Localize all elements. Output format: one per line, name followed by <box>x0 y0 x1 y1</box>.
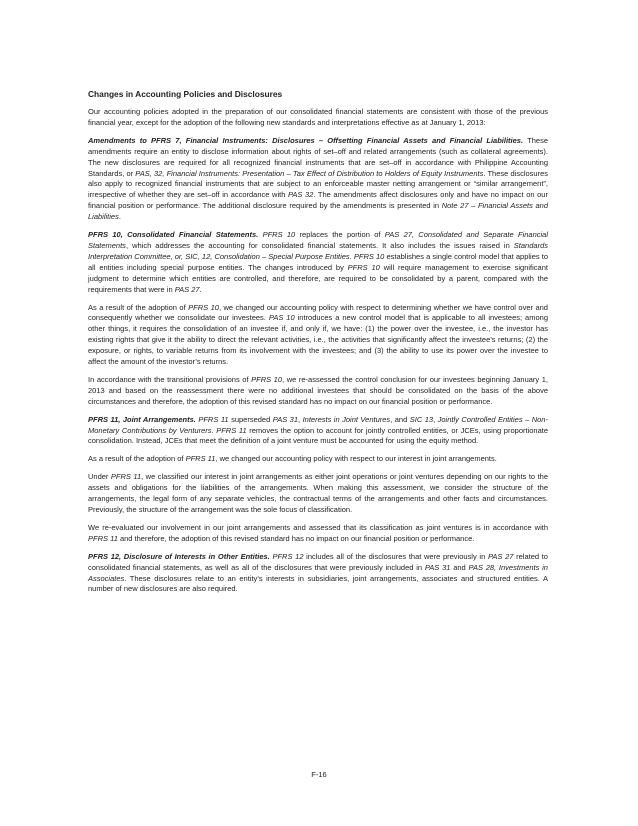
paragraph-title: PFRS 10, Consolidated Financial Statements. <box>88 230 259 240</box>
paragraph-pfrs11: PFRS 11, Joint Arrangements. PFRS 11 superseded PAS 31, Interests in Joint Ventures, and SIC 13, Jointly Controlled Entities – Non-Monetary Contributions by Venturers. PFRS 11 removes the option to account for jointly controlled entities, or JCEs, using proportionate consolidation. Instead, JCEs that meet the definition of a joint venture must be accounted for using the equity method. <box>88 414 549 446</box>
paragraph-pfrs10-adoption: As a result of the adoption of PFRS 10, we changed our accounting policy with respect to determining whether we have control over and consequently whether we consolidate our investees. PAS 10 introduces a new control model that is applicable to all investees; among other things, it requires the consolidation of an investee if, and only if, we have: (1) the power over the investee, i.e., the investor has existing rights that give it the ability to direct the relevant activities, i.e., the activities that significantly affect the investee’s returns; (2) the exposure, or rights, to variable returns from its involvement with the investees; and (3) the ability to use its power over the investee to affect the amount of the investor’s returns. <box>88 302 548 367</box>
paragraph-title: Amendments to PFRS 7, Financial Instruments: Disclosures – Offsetting Financial Assets and Financial Liabilities. <box>88 135 524 145</box>
paragraph-pfrs7: Amendments to PFRS 7, Financial Instruments: Disclosures – Offsetting Financial Assets and Financial Liabilities. These amendments require an entity to disclose information about rights of set–off and related arrangements (such as collateral agreements). The new disclosures are required for all recognized financial instruments that are set–off in accordance with Philippine Accounting Standards, or PAS, 32, Financial Instruments: Presentation – Tax Effect of Distribution to Holders of Equity Instruments. These disclosures also apply to recognized financial instruments that are subject to an enforceable master netting arrangement or “similar arrangement”, irrespective of whether they are set–off in accordance with PAS 32. The amendments affect disclosures only and have no impact on our financial position or performance. The additional disclosure required by the amendments is presented in Note 27 – Financial Assets and Liabilities. <box>88 135 548 222</box>
section-heading: Changes in Accounting Policies and Disclosures <box>88 89 283 99</box>
paragraph-pfrs10: PFRS 10, Consolidated Financial Statements. PFRS 10 replaces the portion of PAS 27, Consolidated and Separate Financial Statements, which addresses the accounting for consolidated financial statements. It also includes the issues raised in Standards Interpretation Committee, or, SIC, 12, Consolidation – Special Purpose Entities. PFRS 10 establishes a single control model that applies to all entities including special purpose entities. The changes introduced by PFRS 10 will require management to exercise significant judgment to determine which entities are controlled, and therefore, are required to be consolidated by a parent, compared with the requirements that were in PAS 27. <box>88 230 549 294</box>
paragraph-pfrs11-adoption: As a result of the adoption of PFRS 11, we changed our accounting policy with respect to our interest in joint arrangements. <box>88 454 497 464</box>
page-number: F-16 <box>311 770 327 779</box>
paragraph-pfrs10-transition: In accordance with the transitional provisions of PFRS 10, we re-assessed the control conclusion for our investees beginning January 1, 2013 and based on the reassessment there were no additional investees that should be consolidated on the basis of the above circumstances and therefore, the adoption of this revised standard has no impact on our financial position or performance. <box>88 374 548 406</box>
paragraph-intro: Our accounting policies adopted in the preparation of our consolidated financial statements are consistent with those of the previous financial year, except for the adoption of the following new standards and interpretations effective as at January 1, 2013: <box>88 107 548 127</box>
paragraph-pfrs11-classification: Under PFRS 11, we classified our interest in joint arrangements as either joint operations or joint ventures depending on our rights to the assets and obligations for the liabilities of the arrangements. When making this assessment, we consider the structure of the arrangements, the legal form of any separate vehicles, the contractual terms of the arrangements and other facts and circumstances. Previously, the structure of the arrangement was the sole focus of classification. <box>88 472 548 514</box>
paragraph-title: PFRS 12, Disclosure of Interests in Other Entities. <box>88 551 270 561</box>
paragraph-title: PFRS 11, Joint Arrangements. <box>88 414 196 424</box>
document-body <box>88 89 548 602</box>
paragraph-pfrs12: PFRS 12, Disclosure of Interests in Other Entities. PFRS 12 includes all of the disclosures that were previously in PAS 27 related to consolidated financial statements, as well as all of the disclosures that were previously included in PAS 31 and PAS 28, Investments in Associates. These disclosures relate to an entity’s interests in subsidiaries, joint arrangements, associates and structured entities. A number of new disclosures are also required. <box>88 551 548 594</box>
paragraph-pfrs11-reevaluation: We re-evaluated our involvement in our joint arrangements and assessed that its classification as joint ventures is in accordance with PFRS 11 and therefore, the adoption of this revised standard has no impact on our financial position or performance. <box>88 522 548 543</box>
